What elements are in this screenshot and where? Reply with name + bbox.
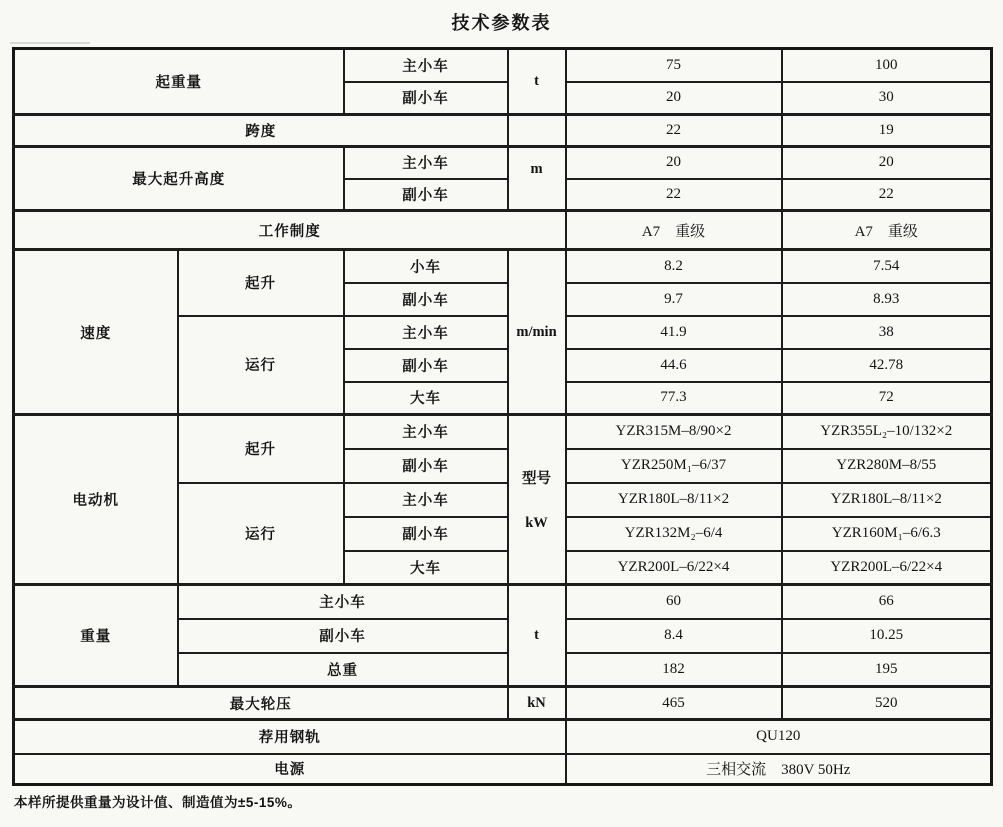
speed-unit-cell: m/min <box>508 250 566 415</box>
speed-label-cell: 速度 <box>14 250 178 415</box>
group-header-cell: 起升 <box>178 415 344 483</box>
value-cell: YZR180L–8/11×2 <box>566 483 782 517</box>
value-cell: YZR200L–6/22×4 <box>566 551 782 585</box>
row-header-cell: 副小车 <box>344 283 508 316</box>
row-header-cell: 主小车 <box>344 483 508 517</box>
height-unit-cell <box>508 147 566 211</box>
table-row <box>14 687 992 720</box>
value-cell: 72 <box>782 382 992 415</box>
capacity-unit-cell: t <box>508 49 566 115</box>
value-cell: YZR355L₂–10/132×2 <box>782 415 992 449</box>
table-row <box>14 720 992 754</box>
row-header-cell: 副小车 <box>344 349 508 382</box>
value-cell: 三相交流 380V 50Hz <box>566 754 992 785</box>
row-header-cell: 大车 <box>344 382 508 415</box>
technical-parameters-table <box>12 47 993 786</box>
value-cell: YZR315M–8/90×2 <box>566 415 782 449</box>
value-cell: 20 <box>566 82 782 115</box>
value-cell: 195 <box>782 653 992 687</box>
group-header-cell: 起升 <box>178 250 344 316</box>
table-row <box>14 49 992 82</box>
value-cell: YZR200L–6/22×4 <box>782 551 992 585</box>
motor-unit-cell <box>508 415 566 585</box>
value-cell: A7 重级 <box>782 211 992 250</box>
height-label-cell: 最大起升高度 <box>14 147 344 211</box>
wheel-load-label-cell: 最大轮压 <box>14 687 508 720</box>
table-row <box>14 250 992 283</box>
value-cell: 20 <box>566 147 782 179</box>
weight-unit-cell: t <box>508 585 566 687</box>
unit-text: m <box>530 161 543 177</box>
table-row <box>14 415 992 449</box>
value-cell: 10.25 <box>782 619 992 653</box>
value-cell: QU120 <box>566 720 992 754</box>
table-row <box>14 585 992 619</box>
group-header-cell: 运行 <box>178 483 344 585</box>
page-title: 技术参数表 <box>451 13 552 33</box>
value-cell: 182 <box>566 653 782 687</box>
value-cell: 77.3 <box>566 382 782 415</box>
value-cell: YZR280M–8/55 <box>782 449 992 483</box>
rail-label-cell: 荐用钢轨 <box>14 720 566 754</box>
value-cell: 520 <box>782 687 992 720</box>
value-cell: 22 <box>782 179 992 211</box>
value-cell: 8.2 <box>566 250 782 283</box>
value-cell: YZR160M₁–6/6.3 <box>782 517 992 551</box>
value-cell: 30 <box>782 82 992 115</box>
value-cell: YZR250M₁–6/37 <box>566 449 782 483</box>
value-cell: YZR180L–8/11×2 <box>782 483 992 517</box>
value-cell: YZR132M₂–6/4 <box>566 517 782 551</box>
scan-artifact-line <box>10 42 90 44</box>
row-header-cell: 副小车 <box>344 517 508 551</box>
value-cell: 66 <box>782 585 992 619</box>
value-cell: 20 <box>782 147 992 179</box>
value-cell: 465 <box>566 687 782 720</box>
row-header-cell: 小车 <box>344 250 508 283</box>
weight-label-cell: 重量 <box>14 585 178 687</box>
value-cell: 9.7 <box>566 283 782 316</box>
row-header-cell: 副小车 <box>178 619 508 653</box>
duty-label-cell: 工作制度 <box>14 211 566 250</box>
power-label-cell: 电源 <box>14 754 566 785</box>
footnote: 本样所提供重量为设计值、制造值为±5-15%。 <box>14 795 302 810</box>
value-cell: 22 <box>566 179 782 211</box>
value-cell: 7.54 <box>782 250 992 283</box>
capacity-label-cell: 起重量 <box>14 49 344 115</box>
value-cell: 8.93 <box>782 283 992 316</box>
motor-label-cell: 电动机 <box>14 415 178 585</box>
value-cell: 8.4 <box>566 619 782 653</box>
span-label-cell: 跨度 <box>14 115 508 147</box>
value-cell: 100 <box>782 49 992 82</box>
table-row <box>14 754 992 785</box>
value-cell: 44.6 <box>566 349 782 382</box>
value-cell: 22 <box>566 115 782 147</box>
span-unit-empty-cell <box>508 115 566 147</box>
value-cell: 42.78 <box>782 349 992 382</box>
table-row <box>14 115 992 147</box>
value-cell: 38 <box>782 316 992 349</box>
value-cell: 41.9 <box>566 316 782 349</box>
row-header-cell: 主小车 <box>344 316 508 349</box>
row-header-cell: 总重 <box>178 653 508 687</box>
value-cell: 75 <box>566 49 782 82</box>
row-header-cell: 主小车 <box>344 147 508 179</box>
row-header-cell: 主小车 <box>178 585 508 619</box>
unit-stack <box>509 467 565 532</box>
wheel-load-unit-cell: kN <box>508 687 566 720</box>
row-header-cell: 主小车 <box>344 415 508 449</box>
group-header-cell: 运行 <box>178 316 344 415</box>
table-row <box>14 211 992 250</box>
table-row <box>14 147 992 179</box>
row-header-cell: 大车 <box>344 551 508 585</box>
row-header-cell: 副小车 <box>344 179 508 211</box>
unit-text-model: 型号 <box>522 471 551 487</box>
value-cell: 60 <box>566 585 782 619</box>
value-cell: 19 <box>782 115 992 147</box>
row-header-cell: 副小车 <box>344 449 508 483</box>
row-header-cell: 主小车 <box>344 49 508 82</box>
value-cell: A7 重级 <box>566 211 782 250</box>
row-header-cell: 副小车 <box>344 82 508 115</box>
unit-text-kw: kW <box>525 515 548 531</box>
